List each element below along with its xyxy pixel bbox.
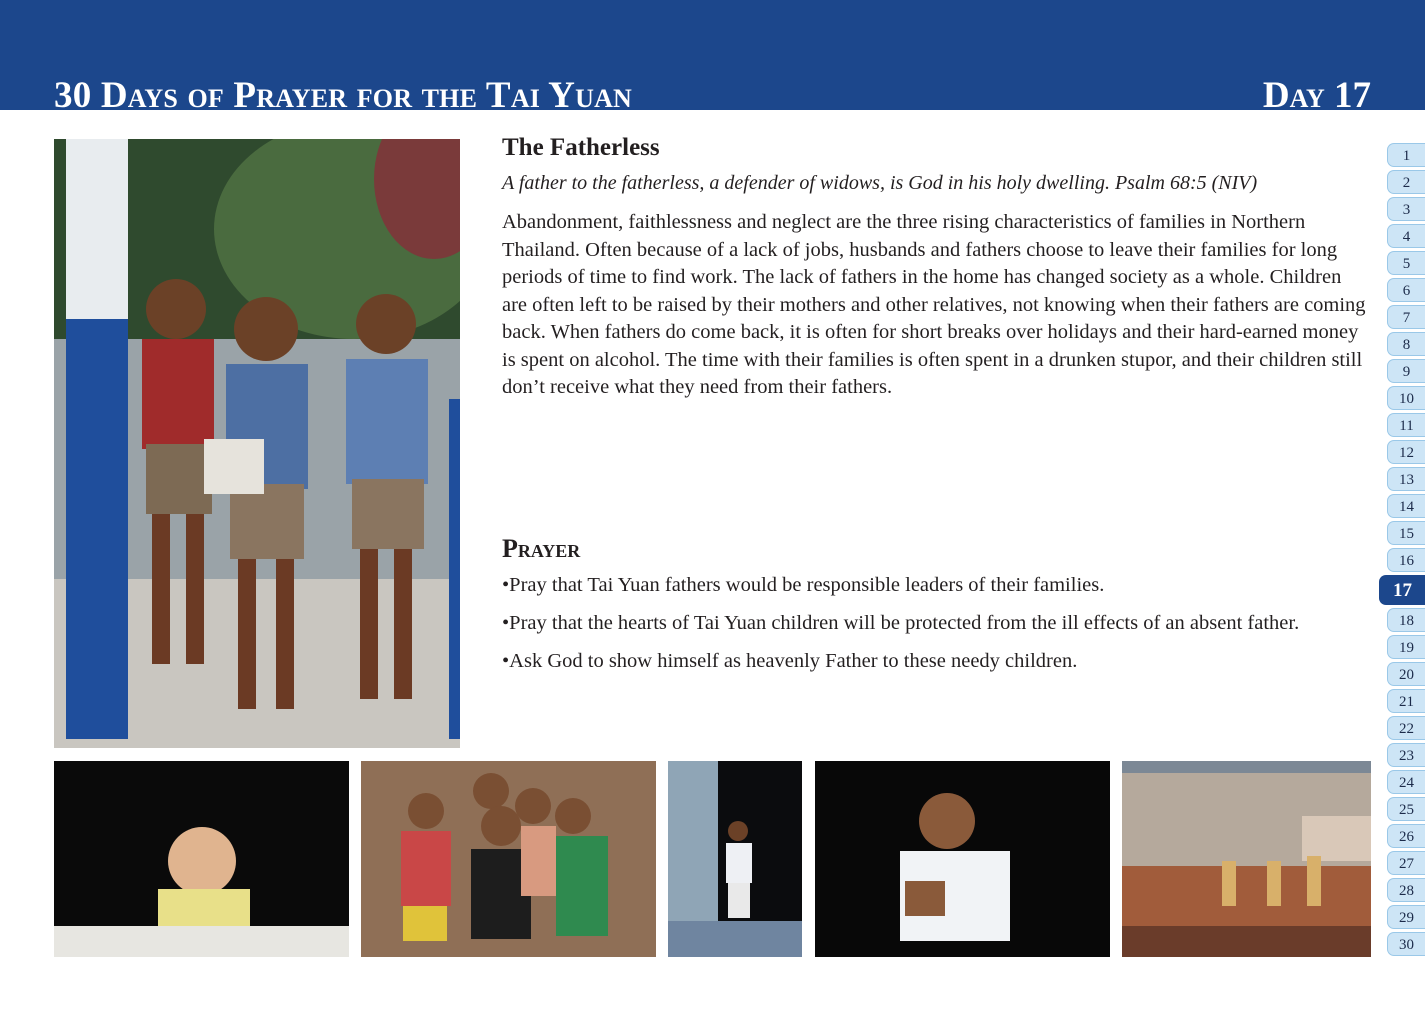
day-tab-24[interactable]: 24 — [1387, 770, 1425, 794]
day-tab-17-active[interactable]: 17 — [1379, 575, 1425, 605]
day-tab-19[interactable]: 19 — [1387, 635, 1425, 659]
main-photo-boys — [54, 139, 460, 748]
day-tab-18[interactable]: 18 — [1387, 608, 1425, 632]
day-tab-2[interactable]: 2 — [1387, 170, 1425, 194]
body-paragraph: Abandonment, faithlessness and neglect are the three rising characteristics of families in Northern Thailand. Often because of a lack of jobs, husbands and fathers choose to leave their families for long periods of time to find work. The lack of fathers in the home has changed society as a whole. Children are often left to be raised by their mothers and other relatives, not knowing when their fathers are coming back. When fathers do come back, it is often for short breaks over holidays and their hard-earned money is spent on alcohol. The time with their families is often spent in a drunken stupor, and their children still don’t receive what they need from their fathers. — [502, 211, 1366, 398]
day-tab-1[interactable]: 1 — [1387, 143, 1425, 167]
topic-title: The Fatherless — [502, 134, 660, 161]
photo-smiling-boy — [815, 761, 1110, 957]
day-tab-30[interactable]: 30 — [1387, 932, 1425, 956]
day-tab-20[interactable]: 20 — [1387, 662, 1425, 686]
day-tab-4[interactable]: 4 — [1387, 224, 1425, 248]
day-tab-6[interactable]: 6 — [1387, 278, 1425, 302]
prayer-item: •Pray that Tai Yuan fathers would be responsible leaders of their families. — [502, 574, 1105, 596]
day-label: Day 17 — [1262, 75, 1371, 116]
day-tab-25[interactable]: 25 — [1387, 797, 1425, 821]
prayer-item: •Ask God to show himself as heavenly Father to these needy children. — [502, 650, 1078, 672]
day-tab-27[interactable]: 27 — [1387, 851, 1425, 875]
day-tabs — [1387, 143, 1425, 959]
scripture-verse: A father to the fatherless, a defender of widows, is God in his holy dwelling. Psalm 68:5 (NIV) — [502, 172, 1258, 194]
day-tab-7[interactable]: 7 — [1387, 305, 1425, 329]
day-tab-8[interactable]: 8 — [1387, 332, 1425, 356]
day-tab-13[interactable]: 13 — [1387, 467, 1425, 491]
day-tab-10[interactable]: 10 — [1387, 386, 1425, 410]
day-tab-3[interactable]: 3 — [1387, 197, 1425, 221]
day-tab-12[interactable]: 12 — [1387, 440, 1425, 464]
day-tab-9[interactable]: 9 — [1387, 359, 1425, 383]
photo-playground — [1122, 761, 1371, 957]
day-tab-5[interactable]: 5 — [1387, 251, 1425, 275]
day-tab-23[interactable]: 23 — [1387, 743, 1425, 767]
photo-group-children — [361, 761, 656, 957]
prayer-item: •Pray that the hearts of Tai Yuan children will be protected from the ill effects of an absent father. — [502, 612, 1300, 634]
day-tab-28[interactable]: 28 — [1387, 878, 1425, 902]
day-tab-21[interactable]: 21 — [1387, 689, 1425, 713]
day-tab-11[interactable]: 11 — [1387, 413, 1425, 437]
day-tab-26[interactable]: 26 — [1387, 824, 1425, 848]
day-tab-29[interactable]: 29 — [1387, 905, 1425, 929]
prayer-list — [502, 573, 1382, 687]
day-tab-16[interactable]: 16 — [1387, 548, 1425, 572]
day-tab-15[interactable]: 15 — [1387, 521, 1425, 545]
day-tab-22[interactable]: 22 — [1387, 716, 1425, 740]
series-title: 30 Days of Prayer for the Tai Yuan — [54, 75, 633, 116]
photo-doorway-child — [668, 761, 802, 957]
day-tab-14[interactable]: 14 — [1387, 494, 1425, 518]
photo-baby — [54, 761, 349, 957]
prayer-heading: Prayer — [502, 534, 581, 563]
